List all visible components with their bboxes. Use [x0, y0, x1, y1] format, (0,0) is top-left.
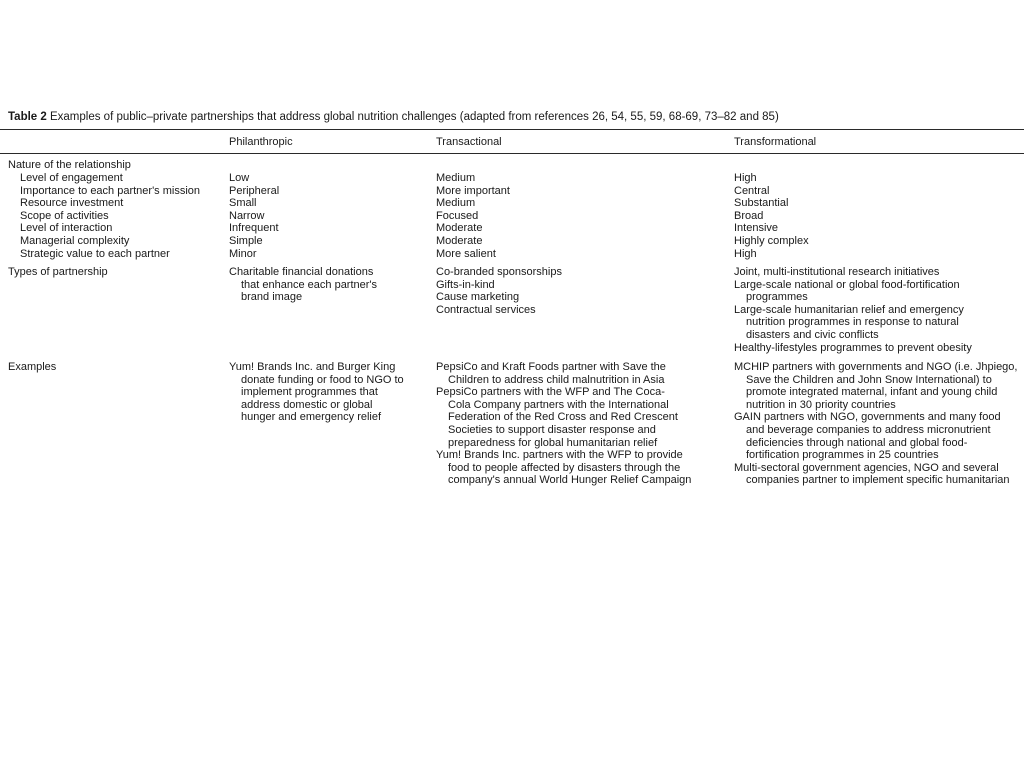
cell-transformational: Highly complex [734, 235, 809, 247]
cell-philanthropic: Narrow [229, 209, 265, 222]
types-transactional-cell [436, 266, 562, 316]
entry-line: Joint, multi-institutional research initiatives [734, 266, 940, 278]
entry-line: preparedness for global humanitarian relief [448, 436, 658, 449]
entry-line: MCHIP partners with governments and NGO (i.e. Jhpiego, [734, 361, 1018, 373]
entry-line: Cause marketing [436, 291, 520, 304]
cell-transactional: Moderate [436, 235, 483, 247]
entry-line: nutrition in 30 priority countries [746, 398, 896, 411]
entry-line: Federation of the Red Cross and Red Crescent [448, 411, 678, 424]
entry-line: PepsiCo and Kraft Foods partner with Save the [436, 361, 666, 373]
entry-line: Co-branded sponsorships [436, 266, 562, 278]
cell-transformational: Intensive [734, 222, 779, 235]
section-label-nature: Nature of the relationship [8, 159, 131, 171]
row-label: Managerial complexity [20, 235, 130, 247]
entry-line: nutrition programmes in response to natural [746, 316, 959, 329]
table-header-rule [0, 153, 1024, 154]
entry-line: hunger and emergency relief [241, 411, 382, 424]
entry-line: Charitable financial donations [229, 266, 374, 278]
row-label: Importance to each partner's mission [20, 184, 201, 197]
entry-line: address domestic or global [241, 398, 373, 411]
entry-line: Yum! Brands Inc. and Burger King [229, 361, 396, 373]
column-header-philanthropic: Philanthropic [229, 136, 293, 148]
cell-transformational: High [734, 247, 757, 260]
cell-transformational: Substantial [734, 197, 789, 210]
entry-line: donate funding or food to NGO to [241, 373, 404, 386]
entry-line: implement programmes that [241, 386, 378, 399]
entry-line: that enhance each partner's [241, 278, 378, 291]
entry-line: promote integrated maternal, infant and young child [746, 386, 998, 399]
cell-philanthropic: Simple [229, 235, 263, 247]
entry-line: disasters and civic conflicts [746, 328, 879, 341]
cell-philanthropic: Peripheral [229, 184, 280, 197]
entry-line: food to people affected by disasters through the [448, 461, 681, 474]
cell-transactional: More important [436, 184, 510, 197]
row-label: Level of interaction [20, 222, 113, 235]
entry-line: Multi-sectoral government agencies, NGO and several [734, 461, 999, 474]
cell-transactional: Moderate [436, 222, 483, 235]
entry-line: Yum! Brands Inc. partners with the WFP to provide [436, 449, 683, 462]
types-transformational-cell [734, 266, 972, 354]
entry-line: companies partner to implement specific humanitarian [746, 474, 1010, 487]
cell-philanthropic: Small [229, 197, 257, 210]
cell-philanthropic: Minor [229, 247, 257, 260]
row-label: Scope of activities [20, 209, 109, 222]
entry-line: Gifts-in-kind [436, 278, 495, 291]
cell-philanthropic: Low [229, 172, 250, 184]
cell-philanthropic: Infrequent [229, 222, 279, 235]
examples-philanthropic-cell [229, 361, 404, 424]
table-caption-text: Examples of public–private partnerships that address global nutrition challenges (adapted from references 26, 54, 55, 59, 68-69, 73–82 and 85) [49, 111, 779, 123]
types-philanthropic-cell [229, 266, 377, 304]
cell-transformational: Central [734, 184, 770, 197]
column-header-transactional: Transactional [436, 136, 502, 148]
entry-line: GAIN partners with NGO, governments and many food [734, 411, 1001, 424]
row-label: Strategic value to each partner [20, 247, 170, 260]
table-caption-label: Table 2 [8, 111, 47, 123]
entry-line: Large-scale national or global food-fortification [734, 278, 960, 291]
cell-transactional: Focused [436, 209, 479, 222]
entry-line: and beverage companies to address micronutrient [746, 423, 991, 436]
entry-line: Contractual services [436, 303, 536, 316]
examples-transformational-cell [734, 361, 1017, 487]
entry-line: Save the Children and John Snow International) to [746, 373, 992, 386]
section-label-types: Types of partnership [8, 266, 108, 278]
entry-line: Large-scale humanitarian relief and emergency [734, 303, 964, 316]
entry-line: company's annual World Hunger Relief Campaign [448, 474, 692, 487]
entry-line: Healthy-lifestyles programmes to prevent obesity [734, 341, 972, 354]
cell-transformational: High [734, 172, 757, 184]
entry-line: Societies to support disaster response and [448, 423, 656, 436]
cell-transactional: Medium [436, 197, 476, 210]
cell-transactional: Medium [436, 172, 476, 184]
cell-transformational: Broad [734, 209, 764, 222]
row-label: Level of engagement [20, 172, 123, 184]
table-top-rule [0, 129, 1024, 130]
entry-line: PepsiCo partners with the WFP and The Coca- [436, 386, 665, 399]
entry-line: brand image [241, 291, 303, 304]
entry-line: Children to address child malnutrition in Asia [448, 373, 665, 386]
entry-line: Cola Company partners with the International [448, 398, 669, 411]
cell-transactional: More salient [436, 247, 496, 260]
examples-transactional-cell [436, 361, 691, 487]
table-caption [8, 111, 779, 124]
entry-line: programmes [746, 291, 808, 304]
entry-line: fortification programmes in 25 countries [746, 449, 939, 462]
section-label-examples: Examples [8, 361, 57, 373]
column-header-transformational: Transformational [734, 136, 817, 148]
row-label: Resource investment [20, 197, 124, 210]
entry-line: deficiencies through national and global food- [746, 436, 968, 449]
